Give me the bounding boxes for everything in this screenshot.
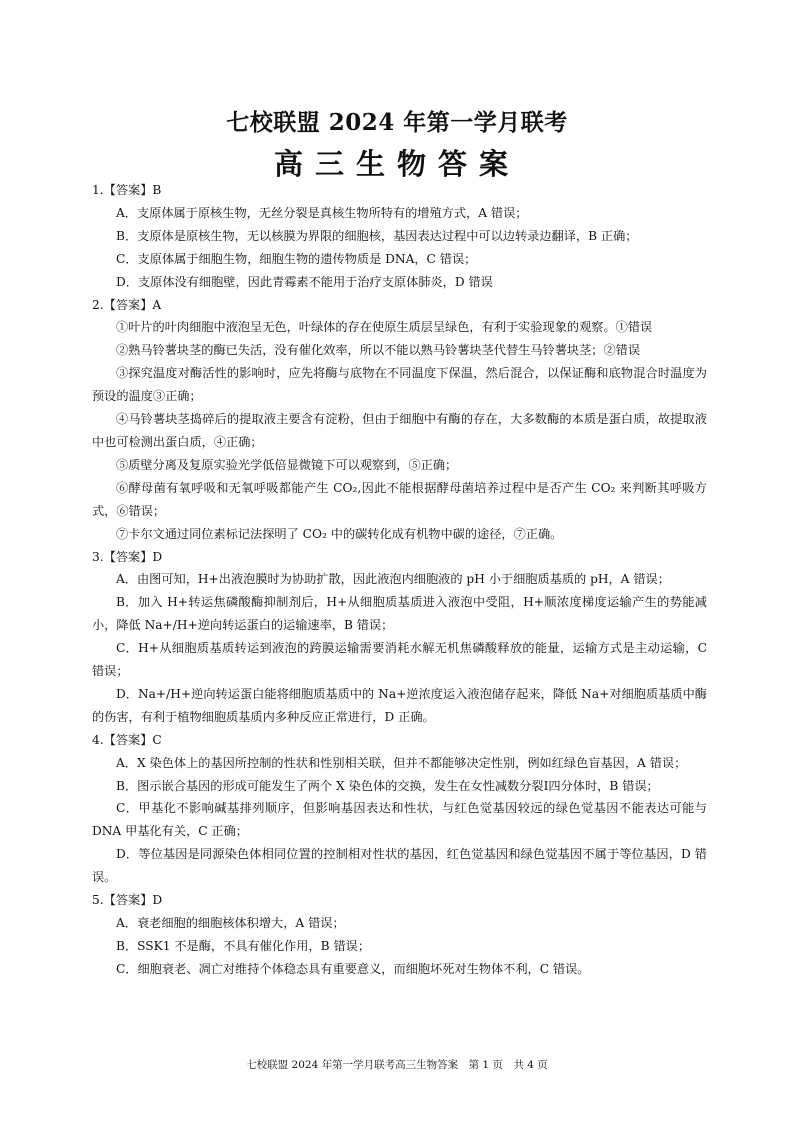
answer-line: D．等位基因是同源染色体相同位置的控制相对性状的基因，红色觉基因和绿色觉基因不属于等位基因，D 错误。 <box>92 847 707 885</box>
question-header: 2.【答案】A <box>92 297 162 312</box>
question-header: 1.【答案】B <box>92 183 162 197</box>
document-subtitle: 高三生物答案 <box>273 147 520 181</box>
answer-line: C．细胞衰老、凋亡对维持个体稳态具有重要意义，而细胞坏死对生物体不利，C 错误。 <box>116 961 590 976</box>
answer-line: ⑦卡尔文通过同位素标记法探明了 CO₂ 中的碳转化成有机物中碳的途径，⑦正确。 <box>116 526 563 541</box>
question-header: 5.【答案】D <box>92 893 163 908</box>
answer-content <box>92 179 707 981</box>
answer-line: C．支原体属于细胞生物，细胞生物的遗传物质是 DNA，C 错误； <box>116 251 477 266</box>
answer-line: C．H+从细胞质基质转运到液泡的跨膜运输需要消耗水解无机焦磷酸释放的能量，运输方式是主动运输，C 错误； <box>92 641 707 679</box>
answer-line: A．支原体属于原核生物，无丝分裂是真核生物所特有的增殖方式，A 错误； <box>116 205 528 220</box>
answer-line: ④马铃薯块茎捣碎后的提取液主要含有淀粉，但由于细胞中有酶的存在，大多数酶的本质是蛋白质，故提取液中也可检测出蛋白质，④正确； <box>92 412 707 449</box>
question-header: 4.【答案】C <box>92 732 162 747</box>
answer-line: B．SSK1 不是酶，不具有催化作用，B 错误； <box>116 938 371 953</box>
answer-line: B．图示嵌合基因的形成可能发生了两个 X 染色体的交换，发生在女性减数分裂Ⅰ四分体时，B 错误； <box>116 778 659 793</box>
answer-line: ②熟马铃薯块茎的酶已失活，没有催化效率，所以不能以熟马铃薯块茎代替生马铃薯块茎；②错误 <box>116 343 641 358</box>
question-header: 3.【答案】D <box>92 549 163 564</box>
document-title: 七校联盟 2024 年第一学月联考 <box>226 109 568 136</box>
answer-line: B．加入 H+转运焦磷酸酶抑制剂后，H+从细胞质基质进入液泡中受阻，H+顺浓度梯度运输产生的势能减小，降低 Na+/H+逆向转运蛋白的运输速率，B 错误； <box>92 595 707 633</box>
answer-line: ⑤质壁分离及复原实验光学低倍显微镜下可以观察到，⑤正确； <box>116 457 458 472</box>
answer-line: ③探究温度对酶活性的影响时，应先将酶与底物在不同温度下保温，然后混合，以保证酶和底物混合时温度为预设的温度③正确； <box>92 366 707 404</box>
answer-line: A．衰老细胞的细胞核体积增大，A 错误； <box>116 916 345 930</box>
answer-line: A．由图可知，H+出液泡膜时为协助扩散，因此液泡内细胞液的 pH 小于细胞质基质的 pH，A 错误； <box>116 572 670 587</box>
answer-line: D．支原体没有细胞壁，因此青霉素不能用于治疗支原体肺炎，D 错误 <box>116 274 493 289</box>
answer-line: C．甲基化不影响碱基排列顺序，但影响基因表达和性状，与红色觉基因较远的绿色觉基因不能表达可能与 DNA 甲基化有关，C 正确； <box>92 801 707 839</box>
answer-line: B．支原体是原核生物，无以核膜为界限的细胞核，基因表达过程中可以边转录边翻译，B 正确； <box>116 228 638 243</box>
answer-line: ①叶片的叶肉细胞中液泡呈无色，叶绿体的存在使原生质层呈绿色，有利于实验现象的观察。①错误 <box>116 320 653 335</box>
page-footer: 七校联盟 2024 年第一学月联考高三生物答案 第 1 页 共 4 页 <box>246 1059 548 1071</box>
answer-line: ⑥酵母菌有氧呼吸和无氧呼吸都能产生 CO₂,因此不能根据酵母菌培养过程中是否产生 CO₂ 来判断其呼吸方式，⑥错误； <box>92 480 707 518</box>
answer-line: A．X 染色体上的基因所控制的性状和性别相关联，但并不都能够决定性别，例如红绿色盲基因，A 错误； <box>116 755 687 770</box>
answer-line: D．Na+/H+逆向转运蛋白能将细胞质基质中的 Na+逆浓度运入液泡储存起来，降低 Na+对细胞质基质中酶的伤害，有利于植物细胞质基质内多种反应正常进行，D 正确。 <box>92 686 707 724</box>
